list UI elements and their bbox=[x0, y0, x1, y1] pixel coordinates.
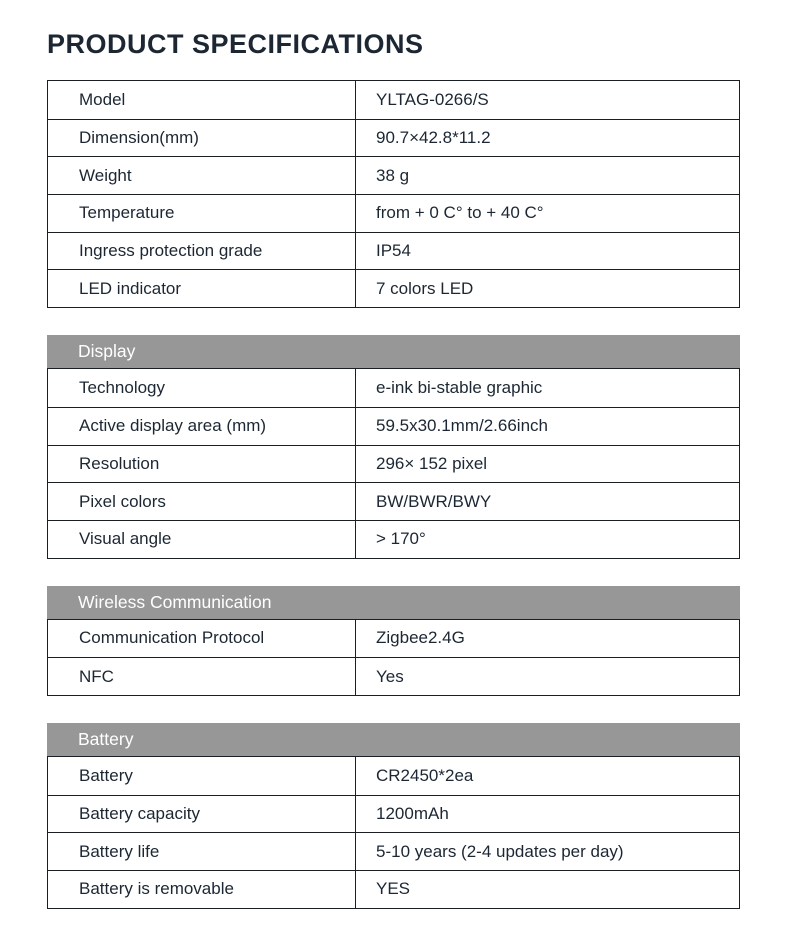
table-rows bbox=[47, 756, 740, 909]
spec-label-cell bbox=[48, 757, 356, 795]
spec-label-cell bbox=[48, 81, 356, 119]
spec-value-cell bbox=[356, 81, 739, 119]
table-rows bbox=[47, 619, 740, 696]
spec-value: CR2450*2ea bbox=[376, 765, 474, 785]
table-row bbox=[48, 81, 739, 119]
spec-value-cell bbox=[356, 483, 739, 520]
page-title: PRODUCT SPECIFICATIONS bbox=[47, 29, 424, 59]
spec-value-cell bbox=[356, 833, 739, 870]
table-row bbox=[48, 870, 739, 908]
table-row bbox=[48, 407, 739, 445]
spec-label-cell bbox=[48, 620, 356, 658]
spec-label: Dimension(mm) bbox=[79, 128, 199, 148]
spec-value-cell bbox=[356, 446, 739, 483]
table-row bbox=[48, 119, 739, 157]
spec-value-cell bbox=[356, 796, 739, 833]
spec-value-cell bbox=[356, 871, 739, 908]
spec-label-cell bbox=[48, 120, 356, 157]
spec-value: YES bbox=[376, 879, 411, 899]
spec-value: Yes bbox=[376, 666, 404, 686]
spec-value-cell bbox=[356, 658, 739, 695]
spec-value-cell bbox=[356, 620, 739, 658]
spec-value-cell bbox=[356, 521, 739, 558]
spec-label-cell bbox=[48, 521, 356, 558]
spec-label-cell bbox=[48, 157, 356, 194]
spec-value: 5-10 years (2-4 updates per day) bbox=[376, 841, 624, 861]
spec-value: IP54 bbox=[376, 241, 411, 261]
spec-label: Weight bbox=[79, 165, 132, 185]
spec-label-cell bbox=[48, 483, 356, 520]
section-header-label: Wireless Communication bbox=[78, 591, 272, 612]
spec-label: Temperature bbox=[79, 203, 175, 223]
section-header-label: Display bbox=[78, 341, 136, 362]
table-row bbox=[48, 657, 739, 695]
spec-label-cell bbox=[48, 369, 356, 407]
spec-value-cell bbox=[356, 369, 739, 407]
spec-label-cell bbox=[48, 195, 356, 232]
spec-value-cell bbox=[356, 408, 739, 445]
spec-label: Battery capacity bbox=[79, 803, 200, 823]
spec-value-cell bbox=[356, 757, 739, 795]
spec-value: YLTAG-0266/S bbox=[376, 89, 489, 109]
spec-label: Active display area (mm) bbox=[79, 416, 267, 436]
spec-label-cell bbox=[48, 270, 356, 307]
spec-label: Communication Protocol bbox=[79, 628, 265, 648]
spec-table bbox=[47, 586, 740, 696]
spec-table bbox=[47, 723, 740, 909]
spec-label: Model bbox=[79, 89, 126, 109]
table-row bbox=[48, 795, 739, 833]
spec-value-cell bbox=[356, 120, 739, 157]
table-row bbox=[48, 482, 739, 520]
section-header bbox=[47, 335, 740, 368]
spec-label-cell bbox=[48, 446, 356, 483]
table-row bbox=[48, 445, 739, 483]
spec-label: Technology bbox=[79, 377, 166, 397]
spec-label: Battery is removable bbox=[79, 879, 234, 899]
spec-value: > 170° bbox=[376, 529, 426, 549]
table-row bbox=[48, 232, 739, 270]
table-row bbox=[48, 194, 739, 232]
table-rows bbox=[47, 80, 740, 308]
spec-value: 38 g bbox=[376, 165, 410, 185]
spec-label: Pixel colors bbox=[79, 491, 166, 511]
section-header bbox=[47, 723, 740, 756]
table-row bbox=[48, 757, 739, 795]
spec-label: Battery bbox=[79, 765, 133, 785]
spec-label-cell bbox=[48, 796, 356, 833]
spec-tables bbox=[47, 80, 740, 909]
spec-value-cell bbox=[356, 270, 739, 307]
spec-label-cell bbox=[48, 233, 356, 270]
spec-label: Battery life bbox=[79, 841, 160, 861]
table-row bbox=[48, 832, 739, 870]
spec-value-cell bbox=[356, 233, 739, 270]
spec-value: 1200mAh bbox=[376, 803, 449, 823]
spec-value: BW/BWR/BWY bbox=[376, 491, 492, 511]
spec-label: Visual angle bbox=[79, 529, 172, 549]
spec-value: Zigbee2.4G bbox=[376, 628, 465, 648]
spec-value: from + 0 C° to + 40 C° bbox=[376, 203, 544, 223]
spec-table bbox=[47, 335, 740, 558]
spec-value-cell bbox=[356, 157, 739, 194]
spec-value: 59.5x30.1mm/2.66inch bbox=[376, 416, 548, 436]
spec-value: 90.7×42.8*11.2 bbox=[376, 128, 491, 148]
spec-value: e-ink bi-stable graphic bbox=[376, 377, 543, 397]
table-row bbox=[48, 369, 739, 407]
spec-value: 296× 152 pixel bbox=[376, 453, 488, 473]
spec-label-cell bbox=[48, 871, 356, 908]
spec-table bbox=[47, 80, 740, 308]
spec-label: NFC bbox=[79, 666, 114, 686]
spec-value: 7 colors LED bbox=[376, 278, 474, 298]
spec-label: LED indicator bbox=[79, 278, 182, 298]
table-rows bbox=[47, 368, 740, 558]
table-row bbox=[48, 520, 739, 558]
spec-label-cell bbox=[48, 658, 356, 695]
table-row bbox=[48, 156, 739, 194]
spec-label-cell bbox=[48, 408, 356, 445]
spec-label: Resolution bbox=[79, 453, 160, 473]
table-row bbox=[48, 269, 739, 307]
section-header bbox=[47, 586, 740, 619]
spec-value-cell bbox=[356, 195, 739, 232]
spec-label: Ingress protection grade bbox=[79, 241, 263, 261]
spec-label-cell bbox=[48, 833, 356, 870]
section-header-label: Battery bbox=[78, 728, 134, 749]
table-row bbox=[48, 620, 739, 658]
